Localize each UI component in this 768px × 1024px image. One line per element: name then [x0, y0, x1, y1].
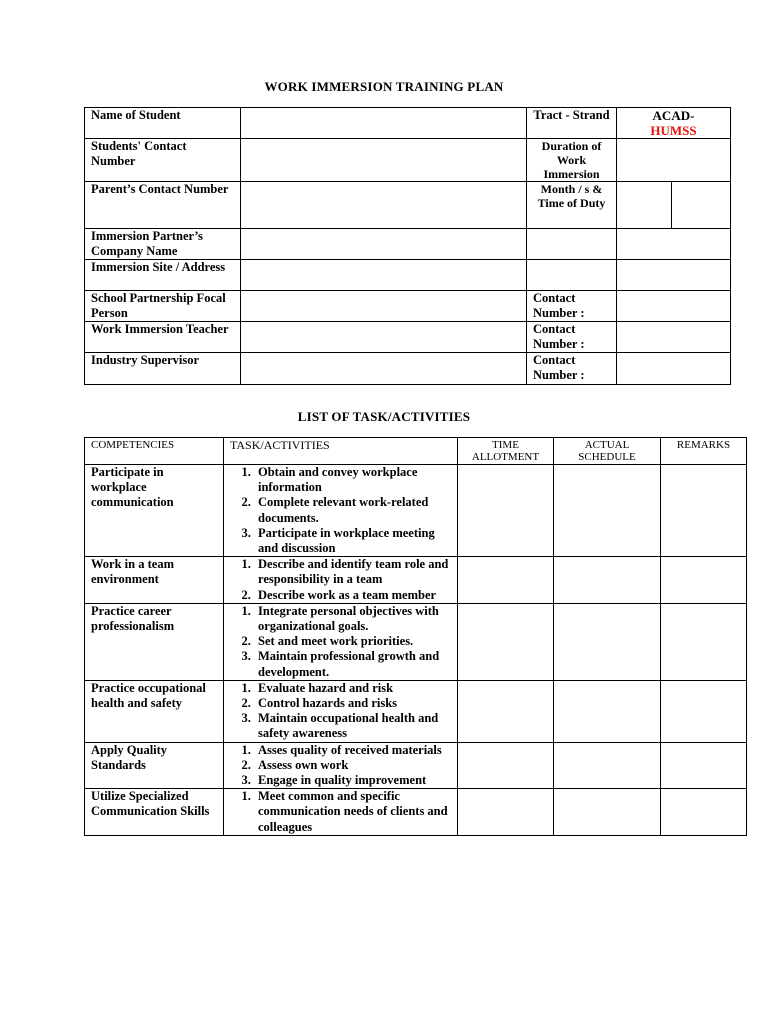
tract-value-line1: ACAD-: [652, 108, 695, 123]
time-allotment-cell[interactable]: [458, 465, 554, 557]
task-item: 2. Control hazards and risks: [254, 696, 453, 711]
parent-contact-label: Parent’s Contact Number: [85, 182, 241, 229]
supervisor-field[interactable]: [241, 353, 527, 385]
contact-label: Students' Contact Number: [85, 139, 241, 182]
task-item: 2. Describe work as a team member: [254, 588, 453, 603]
competency-cell: Work in a team environment: [85, 557, 224, 604]
school-contact-label: Contact Number :: [527, 291, 617, 322]
competency-cell: Practice career professionalism: [85, 603, 224, 680]
supervisor-contact-label: Contact Number :: [527, 353, 617, 385]
task-item: 3. Participate in workplace meeting and discussion: [254, 526, 453, 556]
task-list: [224, 789, 457, 835]
task-list: [224, 465, 457, 556]
actual-schedule-cell[interactable]: [554, 789, 661, 836]
tasks-cell: [224, 680, 458, 742]
months-field[interactable]: [617, 182, 731, 229]
competency-cell: Utilize Specialized Communication Skills: [85, 789, 224, 836]
task-item: 1. Asses quality of received materials: [254, 743, 453, 758]
actual-schedule-cell[interactable]: [554, 742, 661, 789]
actual-schedule-cell[interactable]: [554, 680, 661, 742]
task-list: [224, 743, 457, 789]
actual-schedule-cell[interactable]: [554, 465, 661, 557]
task-item: 3. Maintain occupational health and safety awareness: [254, 711, 453, 741]
header-tasks: TASK/ACTIVITIES: [224, 438, 458, 465]
competency-cell: Apply Quality Standards: [85, 742, 224, 789]
tasks-cell: [224, 742, 458, 789]
remarks-cell[interactable]: [661, 465, 747, 557]
tasks-cell: [224, 557, 458, 604]
task-item: 1. Describe and identify team role and responsibility in a team: [254, 557, 453, 587]
tract-label: Tract - Strand: [527, 108, 617, 139]
task-row: [85, 557, 747, 604]
supervisor-contact-field[interactable]: [617, 353, 731, 385]
time-allotment-cell[interactable]: [458, 680, 554, 742]
tasks-cell: [224, 789, 458, 836]
teacher-contact-field[interactable]: [617, 322, 731, 353]
school-focal-field[interactable]: [241, 291, 527, 322]
duration-label: Duration of Work Immersion: [527, 139, 617, 182]
task-item: 2. Assess own work: [254, 758, 453, 773]
time-allotment-cell[interactable]: [458, 603, 554, 680]
months-subcell-1[interactable]: [617, 182, 672, 228]
competency-cell: Practice occupational health and safety: [85, 680, 224, 742]
contact-field[interactable]: [241, 139, 527, 182]
tasks-table: [84, 437, 747, 836]
time-allotment-cell[interactable]: [458, 742, 554, 789]
task-row: [85, 465, 747, 557]
student-info-table: [84, 107, 731, 385]
company-extra-2[interactable]: [617, 229, 731, 260]
site-extra-2[interactable]: [617, 260, 731, 291]
competency-cell: Participate in workplace communication: [85, 465, 224, 557]
task-item: 3. Maintain professional growth and development.: [254, 649, 453, 679]
remarks-cell[interactable]: [661, 557, 747, 604]
task-item: 2. Set and meet work priorities.: [254, 634, 453, 649]
remarks-cell[interactable]: [661, 680, 747, 742]
task-item: 1. Integrate personal objectives with organizational goals.: [254, 604, 453, 634]
task-row: [85, 789, 747, 836]
page-title: WORK IMMERSION TRAINING PLAN: [264, 79, 504, 94]
parent-contact-field[interactable]: [241, 182, 527, 229]
site-extra-1[interactable]: [527, 260, 617, 291]
task-item: 2. Complete relevant work-related documents.: [254, 495, 453, 525]
tract-value: [617, 108, 731, 139]
task-item: 1. Obtain and convey workplace information: [254, 465, 453, 495]
header-actual: ACTUAL SCHEDULE: [554, 438, 661, 465]
company-extra-1[interactable]: [527, 229, 617, 260]
header-remarks: REMARKS: [661, 438, 747, 465]
time-allotment-cell[interactable]: [458, 557, 554, 604]
supervisor-label: Industry Supervisor: [85, 353, 241, 385]
site-label: Immersion Site / Address: [85, 260, 241, 291]
name-field[interactable]: [241, 108, 527, 139]
teacher-contact-label: Contact Number :: [527, 322, 617, 353]
task-row: [85, 742, 747, 789]
teacher-label: Work Immersion Teacher: [85, 322, 241, 353]
tasks-title: LIST OF TASK/ACTIVITIES: [297, 409, 471, 424]
task-item: 1. Meet common and specific communication needs of clients and colleagues: [254, 789, 453, 835]
header-time: TIME ALLOTMENT: [458, 438, 554, 465]
actual-schedule-cell[interactable]: [554, 557, 661, 604]
tract-value-line2: HUMSS: [650, 123, 697, 138]
months-subcell-2[interactable]: [672, 182, 730, 228]
name-label: Name of Student: [85, 108, 241, 139]
company-label: Immersion Partner’s Company Name: [85, 229, 241, 260]
remarks-cell[interactable]: [661, 742, 747, 789]
duration-field[interactable]: [617, 139, 731, 182]
tasks-cell: [224, 465, 458, 557]
months-label: Month / s & Time of Duty: [527, 182, 617, 229]
header-competencies: COMPETENCIES: [85, 438, 224, 465]
task-list: [224, 681, 457, 742]
task-item: 1. Evaluate hazard and risk: [254, 681, 453, 696]
tasks-cell: [224, 603, 458, 680]
site-field[interactable]: [241, 260, 527, 291]
task-row: [85, 680, 747, 742]
task-row: [85, 603, 747, 680]
school-contact-field[interactable]: [617, 291, 731, 322]
task-item: 3. Engage in quality improvement: [254, 773, 453, 788]
remarks-cell[interactable]: [661, 603, 747, 680]
teacher-field[interactable]: [241, 322, 527, 353]
task-list: [224, 557, 457, 603]
time-allotment-cell[interactable]: [458, 789, 554, 836]
actual-schedule-cell[interactable]: [554, 603, 661, 680]
company-field[interactable]: [241, 229, 527, 260]
school-focal-label: School Partnership Focal Person: [85, 291, 241, 322]
task-list: [224, 604, 457, 680]
remarks-cell[interactable]: [661, 789, 747, 836]
